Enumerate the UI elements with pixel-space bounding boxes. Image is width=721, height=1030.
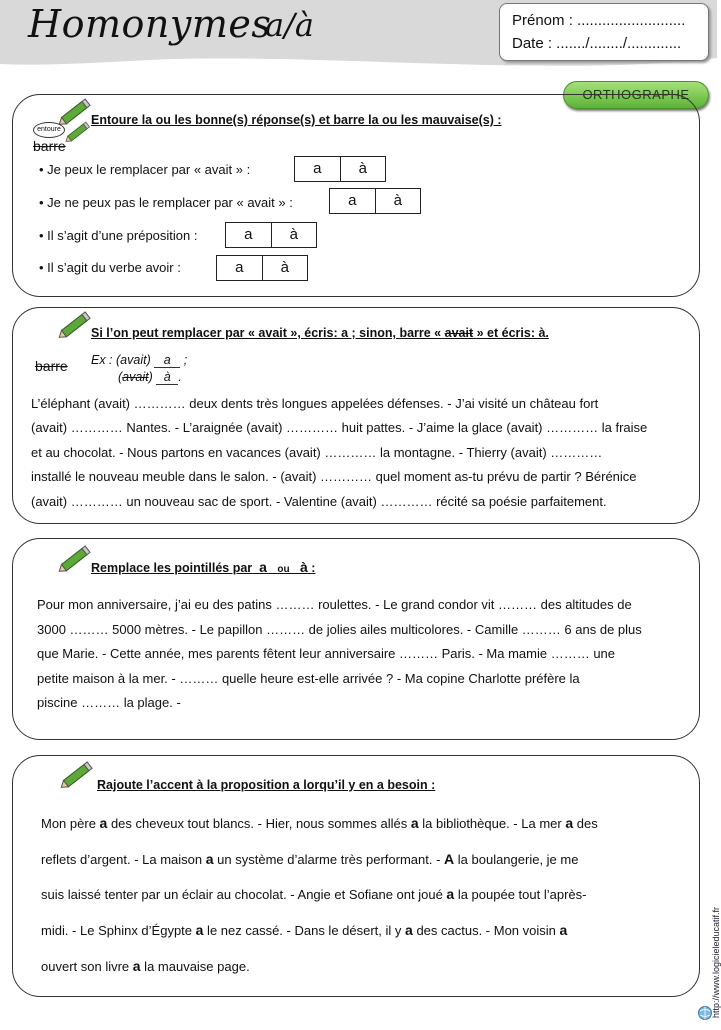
example-answer: a (154, 353, 180, 368)
exercise-2-line: (avait) ………… Nantes. - L’araignée (avait) ………… huit pattes. - J’aime la glace (avait) ………… la fraise (31, 420, 648, 435)
prenom-field[interactable]: Prénom : .......................... (512, 12, 686, 29)
target-word-a[interactable]: a (205, 851, 214, 867)
pencil-icon (61, 119, 95, 145)
exercise-4-line (41, 886, 586, 902)
target-word-a[interactable]: a (559, 922, 568, 938)
exercise-3-instruction (91, 559, 315, 575)
exercise-1-item: • Je ne peux pas le remplacer par « avait » : (39, 195, 293, 210)
sentence-text: des cheveux tout blancs. - Hier, nous sommes allés (107, 816, 411, 831)
exercise-2-line: installé le nouveau meuble dans le salon. - (avait) ………… quel moment as-tu prévu de partir ? Bérénice (31, 469, 637, 484)
example-punct: . (178, 370, 182, 384)
date-field[interactable]: Date : ......./......../............. (512, 35, 682, 52)
sentence-text: des cactus. - Mon voisin (412, 923, 560, 938)
example-line-2: (avait) à . (118, 370, 182, 384)
instruction-part: : (311, 561, 316, 575)
sentence-text: la poupée tout l’après- (454, 887, 587, 902)
exercise-4-panel (12, 755, 700, 997)
exercise-3-line: Pour mon anniversaire, j’ai eu des patins ……… roulettes. - Le grand condor vit ……… des altitudes de (37, 597, 632, 612)
sentence-text: suis laissé tenter par un éclair au chocolat. - Angie et Sofiane ont joué (41, 887, 447, 902)
sentence-text: des (573, 816, 598, 831)
exercise-3-line: que Marie. - Cette année, mes parents fêtent leur anniversaire ……… Paris. - Ma mamie ……… une (37, 646, 616, 661)
instruction-ou: ou (277, 564, 290, 575)
exercise-4-line (41, 851, 578, 867)
example-label: Ex : (avait) (91, 353, 151, 367)
example-circled-word: entoure (33, 122, 65, 138)
exercise-1-panel (12, 94, 700, 297)
sentence-text: la boulangerie, je me (454, 852, 579, 867)
instruction-a-grave: à (299, 559, 308, 575)
answer-choice-box (329, 188, 421, 214)
exercise-1-instruction: Entoure la ou les bonne(s) réponse(s) et barre la ou les mauvaise(s) : (91, 113, 502, 127)
sentence-text: midi. - Le Sphinx d’Égypte (41, 923, 196, 938)
example-struck-word: barre (33, 138, 66, 154)
pencil-icon (57, 758, 97, 792)
exercise-3-line: piscine ……… la plage. - (37, 695, 181, 710)
target-word-a[interactable]: a (195, 922, 204, 938)
sentence-text: Mon père (41, 816, 100, 831)
exercise-3-panel (12, 538, 700, 740)
sentence-text: reflets d’argent. - La maison (41, 852, 206, 867)
choice-a-grave[interactable]: à (375, 189, 421, 213)
answer-choice-box (294, 156, 386, 182)
exercise-1-item: • Je peux le remplacer par « avait » : (39, 162, 251, 177)
globe-logo-icon (697, 1005, 713, 1021)
choice-a[interactable]: a (313, 160, 322, 177)
sentence-text: le nez cassé. - Dans le désert, il y (203, 923, 406, 938)
exercise-4-line (41, 815, 598, 831)
choice-a[interactable]: a (235, 259, 244, 276)
exercise-4-line (41, 958, 250, 974)
exercise-2-instruction (91, 326, 549, 340)
sentence-text: ouvert son livre (41, 959, 133, 974)
exercise-3-line: petite maison à la mer. - ……… quelle heure est-elle arrivée ? - Ma copine Charlotte préfère la (37, 671, 580, 686)
example-punct: ; (183, 353, 188, 367)
instruction-part: Remplace les pointillés par (91, 561, 253, 575)
example-struck-word: barre (35, 358, 68, 374)
choice-a[interactable]: a (348, 192, 357, 209)
choice-a-grave[interactable]: à (271, 223, 317, 247)
target-word-a[interactable]: a (446, 886, 455, 902)
target-word-a[interactable]: a (565, 815, 574, 831)
target-word-a[interactable]: A (444, 851, 455, 867)
choice-a-grave[interactable]: à (340, 157, 386, 181)
page-title: Homonymes (28, 2, 272, 46)
answer-choice-box (216, 255, 308, 281)
exercise-2-line: (avait) ………… un nouveau sac de sport. - Valentine (avait) ………… récité sa poésie parfaitement. (31, 494, 607, 509)
target-word-a[interactable]: a (405, 922, 413, 938)
answer-choice-box (225, 222, 317, 248)
target-word-a[interactable]: a (410, 815, 419, 831)
exercise-2-line: L’éléphant (avait) ………… deux dents très longues appelées défenses. - J’ai visité un château fort (31, 396, 599, 411)
exercise-1-item: • Il s’agit d’une préposition : (39, 228, 198, 243)
pencil-icon (55, 542, 95, 576)
orthographe-badge: ORTHOGRAPHE (563, 81, 709, 109)
instruction-part: » et écris: à. (476, 326, 549, 340)
exercise-2-line: et au chocolat. - Nous partons en vacances (avait) ………… la montagne. - Thierry (avait) ………… (31, 445, 603, 460)
instruction-struck-word: avait (444, 326, 474, 340)
target-word-a[interactable]: a (132, 958, 141, 974)
sentence-text: la mauvaise page. (140, 959, 250, 974)
example-struck-avait: avait (122, 370, 149, 384)
exercise-4-line (41, 922, 567, 938)
exercise-2-panel (12, 307, 700, 524)
choice-a[interactable]: a (244, 226, 253, 243)
instruction-a: a (259, 559, 267, 575)
target-word-a[interactable]: a (99, 815, 108, 831)
pencil-icon (55, 308, 95, 342)
sentence-text: la bibliothèque. - La mer (418, 816, 566, 831)
name-date-box (499, 3, 709, 61)
side-url-text[interactable]: http://www.logicieleducatif.fr (711, 906, 721, 1018)
exercise-3-line: 3000 ……… 5000 mètres. - Le papillon ……… de jolies ailes multicolores. - Camille ……… 6 ans de plus (37, 622, 642, 637)
example-answer: à (156, 370, 178, 385)
sentence-text: un système d’alarme très performant. - (213, 852, 445, 867)
title-homonym-pair: a/à (265, 6, 314, 44)
exercise-4-instruction: Rajoute l’accent à la proposition a lorqu’il y en a besoin : (97, 778, 436, 792)
exercise-1-item: • Il s’agit du verbe avoir : (39, 260, 181, 275)
instruction-part: Si l’on peut remplacer par « avait », écris: a ; sinon, barre « (91, 326, 442, 340)
example-line-1 (91, 353, 187, 368)
choice-a-grave[interactable]: à (262, 256, 308, 280)
